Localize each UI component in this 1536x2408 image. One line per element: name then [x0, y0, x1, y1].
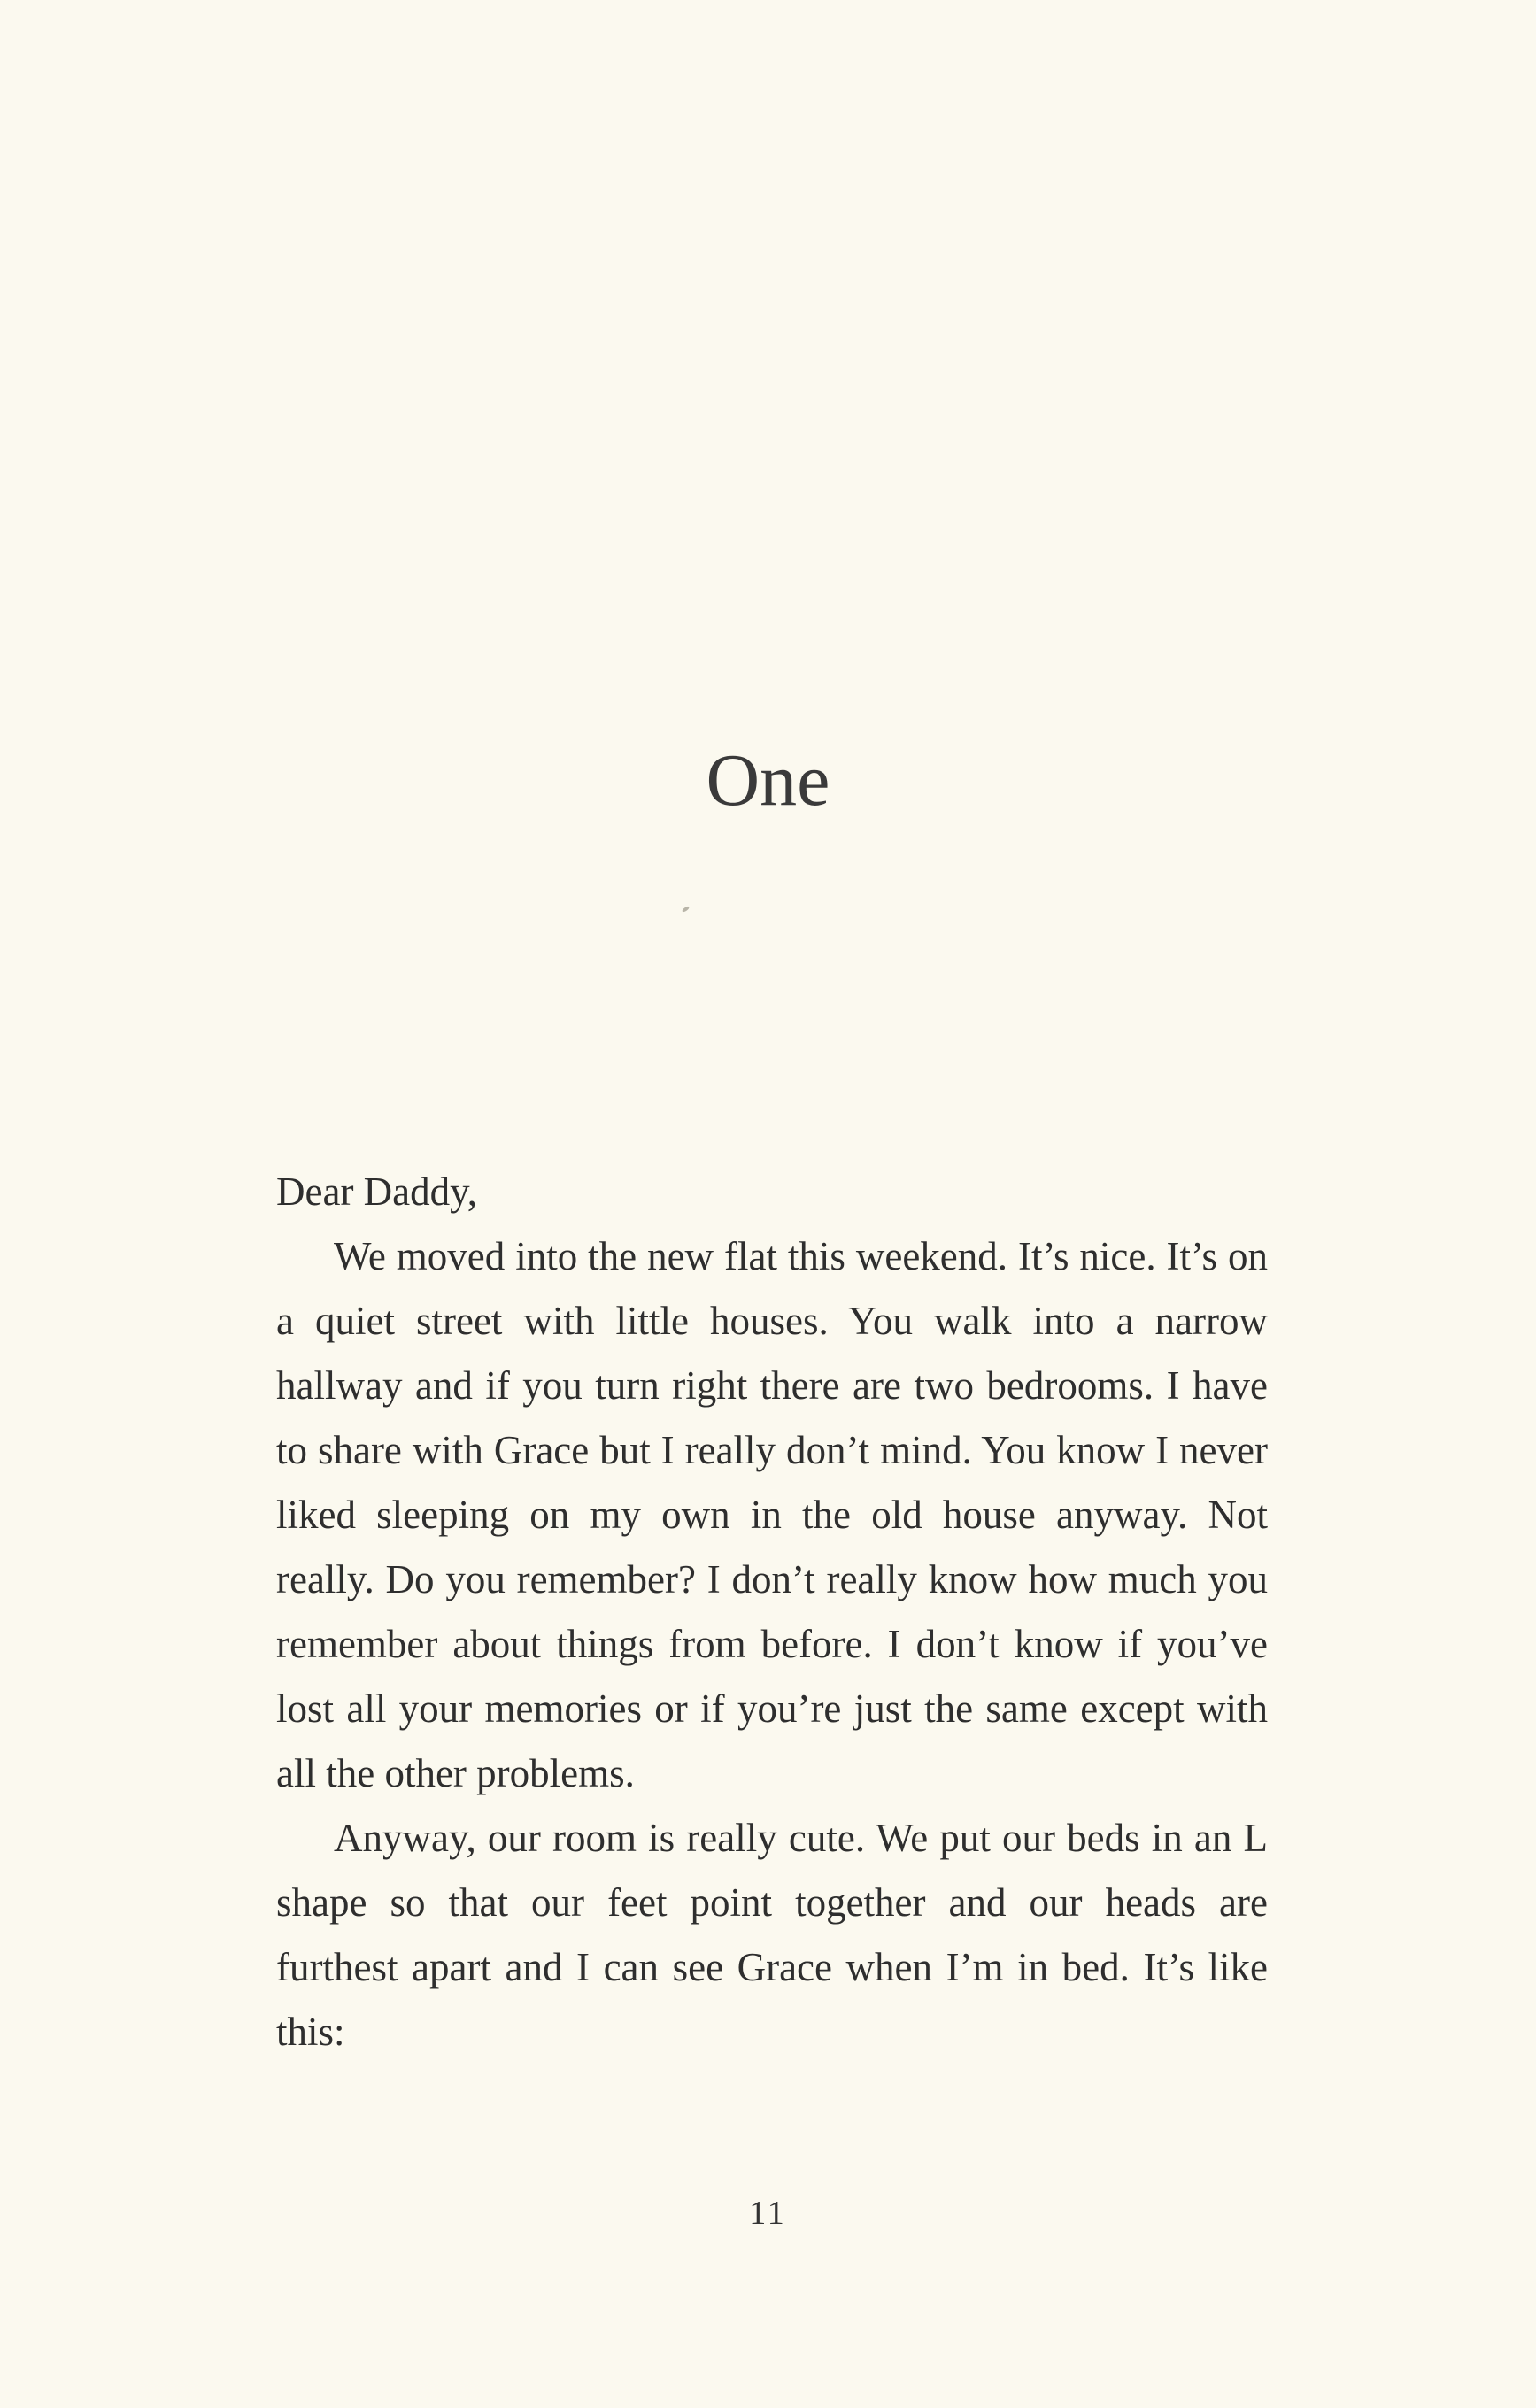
letter-body [276, 1160, 1268, 2065]
letter-salutation: Dear Daddy, [276, 1169, 477, 1214]
letter-paragraph-2: Anyway, our room is really cute. We put our beds in an L shape so that our feet point together and our heads are furthest apart and I can see Grace when I’m in bed. It’s like this: [276, 1816, 1268, 2054]
page-number: 11 [749, 2195, 787, 2232]
ink-speck-mark [682, 906, 691, 913]
chapter-title: One [706, 739, 830, 822]
letter-paragraph-1: We moved into the new flat this weekend. It’s nice. It’s on a quiet street with little houses. You walk into a narrow hallway and if you turn right there are two bedrooms. I have to share with Grace but I really don’t mind. You know I never liked sleeping on my own in the old house anyway. Not really. Do you remember? I don’t really know how much you remember about things from before. I don’t know if you’ve lost all your memories or if you’re just the same except with all the other problems. [276, 1234, 1268, 1795]
